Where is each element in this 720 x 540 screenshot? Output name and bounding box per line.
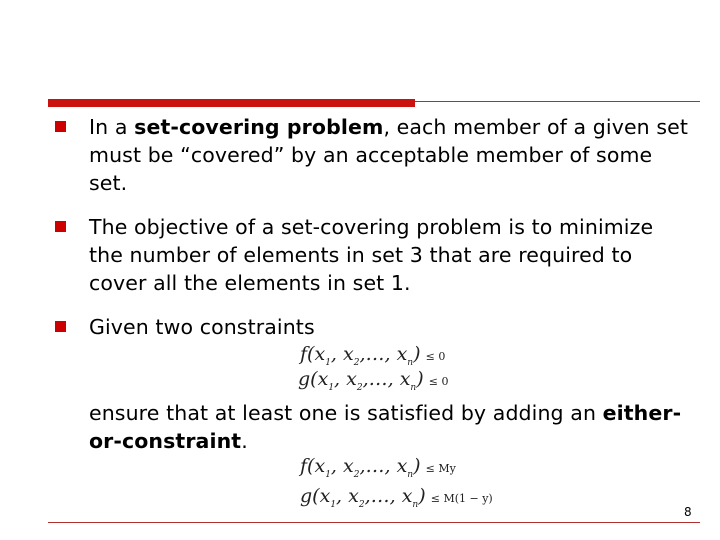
constraint-g-formula: $g(x_1$, $x_2,\dots$, $x_n) \le 0$ [298, 368, 449, 393]
bullet-text-3-continuation: ensure that at least one is satisfied by adding an either-or-constraint. [89, 401, 682, 453]
page-number: 8 [684, 505, 692, 519]
term-set-covering-problem: set-covering problem [134, 115, 384, 139]
bullet-icon [55, 321, 66, 332]
bullet-text-1: In a set-covering problem, each member of a given set must be “covered” by an acceptable member of some set. [89, 115, 688, 195]
term-either-or-constraint: either-or-constraint [89, 401, 682, 453]
bullet-text-2: The objective of a set-covering problem is to minimize the number of elements in set 3 that are required to cover all the elements in set 1. [89, 215, 654, 295]
constraint-f-formula: $f(x_1$, $x_2,\dots$, $x_n) \le 0$ [300, 343, 446, 368]
bullet-icon [55, 221, 66, 232]
bullet-icon [55, 121, 66, 132]
bullet-text-3: Given two constraints [89, 315, 315, 339]
accent-bar [48, 99, 415, 107]
footer-rule [48, 522, 700, 523]
either-or-g-formula: $g(x_1$, $x_2,\dots$, $x_n) \le M(1 - y)$ [300, 485, 493, 510]
either-or-f-formula: $f(x_1$, $x_2,\dots$, $x_n) \le My$ [300, 455, 456, 480]
